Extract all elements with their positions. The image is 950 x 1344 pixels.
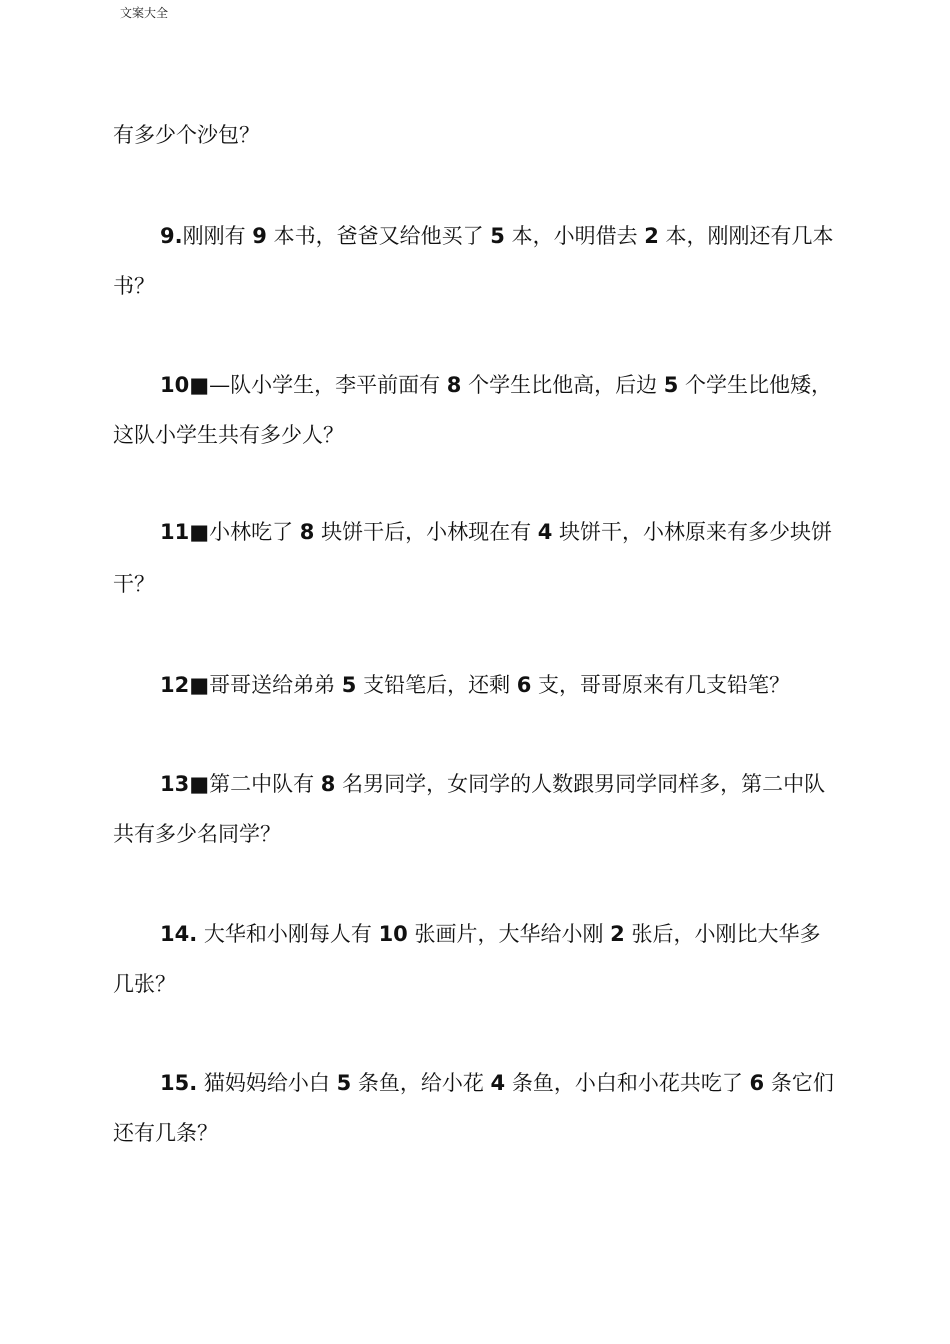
problem-12-line-1: 12■哥哥送给弟弟 5 支铅笔后，还剩 6 支，哥哥原来有几支铅笔？ <box>160 673 791 697</box>
problem-10-line-2: 这队小学生共有多少人？ <box>113 423 344 447</box>
problem-14-line-1: 14. 大华和小刚每人有 10 张画片，大华给小刚 2 张后，小刚比大华多 <box>160 922 821 946</box>
problem-10-line-1: 10■—队小学生，李平前面有 8 个学生比他高，后边 5 个学生比他矮， <box>160 373 833 397</box>
problem-9-line-2: 书？ <box>113 274 155 298</box>
problem-15-line-2: 还有几条？ <box>113 1121 218 1145</box>
problem-13-line-1: 13■第二中队有 8 名男同学，女同学的人数跟男同学同样多，第二中队 <box>160 772 826 796</box>
problem-8-line-2: 有多少个沙包？ <box>113 123 260 147</box>
problem-9-line-1: 9.刚刚有 9 本书，爸爸又给他买了 5 本，小明借去 2 本，刚刚还有几本 <box>160 224 834 248</box>
header-text: 文案大全 <box>120 6 169 20</box>
problem-15-line-1: 15. 猫妈妈给小白 5 条鱼，给小花 4 条鱼，小白和小花共吃了 6 条它们 <box>160 1071 834 1095</box>
problem-11-line-2: 干？ <box>113 572 155 596</box>
problem-13-line-2: 共有多少名同学？ <box>113 822 281 846</box>
problem-11-line-1: 11■小林吃了 8 块饼干后，小林现在有 4 块饼干，小林原来有多少块饼 <box>160 520 833 544</box>
problem-14-line-2: 几张？ <box>113 972 176 996</box>
